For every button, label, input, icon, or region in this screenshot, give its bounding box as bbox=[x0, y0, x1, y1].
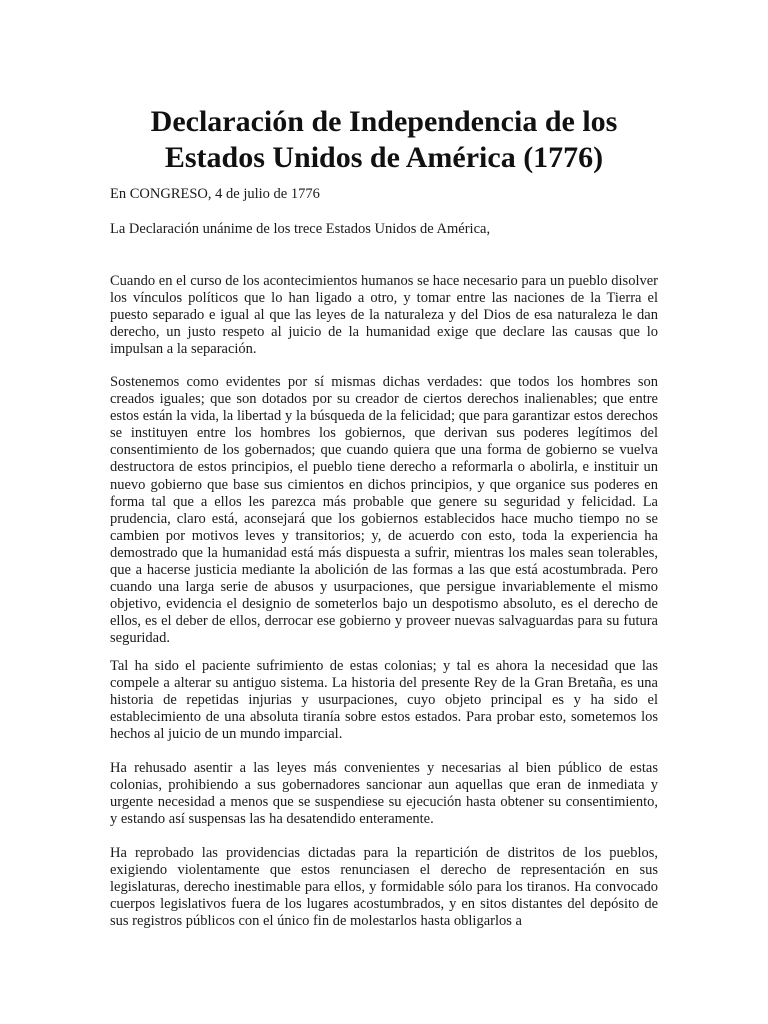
paragraph-1: Cuando en el curso de los acontecimientos humanos se hace necesario para un pueblo disolver los vínculos políticos que lo han ligado a otro, y tomar entre las naciones de la Tierra el puesto separado e igual al que las leyes de la naturaleza y del Dios de esa naturaleza le dan derecho, un justo respeto al juicio de la humanidad exige que declare las causas que lo impulsan a la separación. bbox=[110, 273, 658, 358]
paragraph-3: Tal ha sido el paciente sufrimiento de estas colonias; y tal es ahora la necesidad que las compele a alterar su antiguo sistema. La historia del presente Rey de la Gran Bretaña, es una historia de repetidas injurias y usurpaciones, cuyo objeto principal es y ha sido el establecimiento de una absoluta tiranía sobre estos estados. Para probar esto, sometemos los hechos al juicio de un mundo imparcial. bbox=[110, 658, 658, 743]
paragraph-5: Ha reprobado las providencias dictadas para la repartición de distritos de los pueblos, exigiendo violentamente que estos renunciasen el derecho de representación en sus legislaturas, derecho inestimable para ellos, y formidable sólo para los tiranos. Ha convocado cuerpos legislativos fuera de los lugares acostumbrados, y en sitos distantes del depósito de sus registros públicos con el único fin de molestarlos hasta obligarlos a bbox=[110, 845, 658, 930]
document-title: Declaración de Independencia de los Estados Unidos de América (1776) bbox=[150, 105, 618, 174]
paragraph-4: Ha rehusado asentir a las leyes más convenientes y necesarias al bien público de estas colonias, prohibiendo a sus gobernadores sancionar aun aquellas que eran de inmediata y urgente necesidad a menos que se suspendiese su ejecución hasta obtener su consentimiento, y estando así suspensas las ha desatendido enteramente. bbox=[110, 760, 658, 828]
dateline: En CONGRESO, 4 de julio de 1776 bbox=[110, 186, 320, 202]
paragraph-2: Sostenemos como evidentes por sí mismas dichas verdades: que todos los hombres son creados iguales; que son dotados por su creador de ciertos derechos inalienables; que entre estos están la vida, la libertad y la búsqueda de la felicidad; que para garantizar estos derechos se instituyen entre los hombres los gobiernos, que derivan sus poderes legítimos del consentimiento de los gobernados; que cuando quiera que una forma de gobierno se vuelva destructora de estos principios, el pueblo tiene derecho a reformarla o abolirla, e instituir un nuevo gobierno que base sus cimientos en dichos principios, y que organice sus poderes en forma tal que a ellos les parezca más probable que genere su seguridad y felicidad. La prudencia, claro está, aconsejará que los gobiernos establecidos hace mucho tiempo no se cambien por motivos leves y transitorios; y, de acuerdo con esto, toda la experiencia ha demostrado que la humanidad está más dispuesta a sufrir, mientras los males sean tolerables, que a hacerse justicia mediante la abolición de las formas a las que está acostumbrada. Pero cuando una larga serie de abusos y usurpaciones, que persigue invariablemente el mismo objetivo, evidencia el designio de someterlos bajo un despotismo absoluto, es el derecho de ellos, es el deber de ellos, derrocar ese gobierno y proveer nuevas salvaguardas para su futura seguridad. bbox=[110, 374, 658, 647]
document-subtitle: La Declaración unánime de los trece Estados Unidos de América, bbox=[110, 221, 491, 237]
